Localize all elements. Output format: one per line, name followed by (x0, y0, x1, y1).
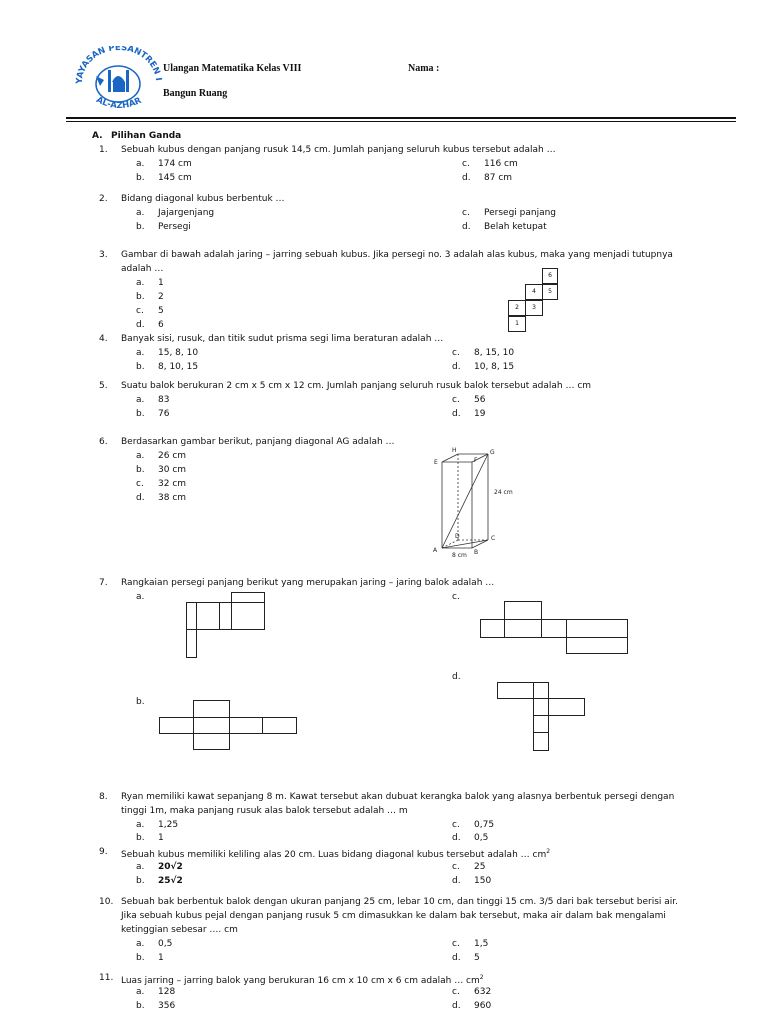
q5-option-b: 76 (158, 409, 170, 419)
header-rule-thin (66, 121, 736, 122)
q5-label-b: b. (136, 409, 145, 419)
q10-text-line3: ketinggian sebesar …. cm (121, 925, 238, 935)
q7-text: Rangkaian persegi panjang berikut yang merupakan jaring – jaring balok adalah … (121, 578, 495, 588)
q1-number: 1. (99, 145, 108, 155)
q8-option-b: 1 (158, 833, 164, 843)
q10-text-line1: Sebuah bak berbentuk balok dengan ukuran panjang 25 cm, lebar 10 cm, dan tinggi 15 cm. 3/5 dari bak tersebut berisi air. (121, 897, 679, 907)
logo-bottom-text: AL-AZHAR (94, 95, 144, 112)
q4-option-c: 8, 15, 10 (474, 348, 515, 358)
logo-arc-text: YAYASAN PESANTREN I (74, 46, 164, 85)
q2-option-c: Persegi panjang (484, 208, 557, 218)
q3-label-c: c. (136, 306, 144, 316)
q9-label-b: b. (136, 876, 145, 886)
q9-label-d: d. (452, 876, 461, 886)
net-square-1: 1 (508, 316, 526, 332)
q3-option-b: 2 (158, 292, 164, 302)
q8-text-line2: tinggi 1m, maka panjang rusuk alas balok tersebut adalah … m (121, 806, 408, 816)
q1-label-c: c. (462, 159, 470, 169)
q8-label-d: d. (452, 833, 461, 843)
q7-number: 7. (99, 578, 108, 588)
q4-label-a: a. (136, 348, 145, 358)
label-H: H (452, 447, 457, 454)
logo-emblem-icon (70, 46, 166, 116)
q4-number: 4. (99, 334, 108, 344)
label-G: G (490, 449, 495, 456)
q9-text (121, 845, 550, 862)
q2-number: 2. (99, 194, 108, 204)
q10-option-c: 1,5 (474, 939, 489, 949)
exam-title: Ulangan Matematika Kelas VIII (163, 63, 302, 74)
net-square-6: 6 (542, 268, 558, 284)
q8-text-line1: Ryan memiliki kawat sepanjang 8 m. Kawat tersebut akan dubuat kerangka balok yang alasnya berbentuk persegi dengan (121, 792, 675, 802)
q4-option-d: 10, 8, 15 (474, 362, 515, 372)
q2-option-a: Jajargenjang (158, 208, 215, 218)
label-E: E (434, 459, 438, 466)
q1-text: Sebuah kubus dengan panjang rusuk 14,5 cm. Jumlah panjang seluruh kubus tersebut adalah … (121, 145, 556, 155)
q3-number: 3. (99, 250, 108, 260)
q11-number: 11. (99, 973, 114, 983)
q10-label-d: d. (452, 953, 461, 963)
q8-option-d: 0,5 (474, 833, 489, 843)
q3-text-line1: Gambar di bawah adalah jaring – jarring sebuah kubus. Jika persegi no. 3 adalah alas kubus, maka yang menjadi tutupnya (121, 250, 673, 260)
q5-number: 5. (99, 381, 108, 391)
q6-option-d: 38 cm (158, 493, 187, 503)
q2-label-a: a. (136, 208, 145, 218)
net-square-4: 4 (525, 284, 543, 300)
q9-unit-exponent: 2 (546, 848, 551, 855)
q8-number: 8. (99, 792, 108, 802)
label-D: D (455, 533, 460, 540)
q10-option-a: 0,5 (158, 939, 173, 949)
q3-option-c: 5 (158, 306, 164, 316)
section-letter: A. (92, 131, 103, 141)
q10-label-b: b. (136, 953, 145, 963)
q9-label-c: c. (452, 862, 460, 872)
q5-option-a: 83 (158, 395, 170, 405)
q3-option-d: 6 (158, 320, 164, 330)
label-F: F (474, 457, 478, 464)
q10-label-c: c. (452, 939, 460, 949)
q2-label-c: c. (462, 208, 470, 218)
q4-label-c: c. (452, 348, 460, 358)
q10-option-d: 5 (474, 953, 480, 963)
q1-label-b: b. (136, 173, 145, 183)
q4-text: Banyak sisi, rusuk, dan titik sudut prisma segi lima beraturan adalah … (121, 334, 444, 344)
q6-label-d: d. (136, 493, 145, 503)
q6-option-b: 30 cm (158, 465, 187, 475)
q3-text-line2: adalah … (121, 264, 164, 274)
q1-option-b: 145 cm (158, 173, 192, 183)
q7-label-c: c. (452, 592, 460, 602)
q11-option-b: 356 (158, 1001, 176, 1011)
q11-label-b: b. (136, 1001, 145, 1011)
q11-label-a: a. (136, 987, 145, 997)
q1-option-c: 116 cm (484, 159, 518, 169)
q9-option-a: 20√2 (158, 862, 183, 872)
q9-label-a: a. (136, 862, 145, 872)
net-square-3: 3 (525, 300, 543, 316)
q10-option-b: 1 (158, 953, 164, 963)
q4-option-a: 15, 8, 10 (158, 348, 199, 358)
exam-subtitle: Bangun Ruang (163, 88, 228, 99)
net-square-5: 5 (542, 284, 558, 300)
q11-option-a: 128 (158, 987, 176, 997)
q6-number: 6. (99, 437, 108, 447)
q7-label-b: b. (136, 697, 145, 707)
q3-option-a: 1 (158, 278, 164, 288)
q9-option-b: 25√2 (158, 876, 183, 886)
q11-option-c: 632 (474, 987, 492, 997)
q10-text-line2: Jika sebuah kubus pejal dengan panjang rusuk 5 cm dimasukkan ke dalam bak tersebut, maka air dalam bak mengalami (121, 911, 666, 921)
school-logo (70, 46, 166, 116)
label-height: 24 cm (494, 489, 513, 496)
q3-label-b: b. (136, 292, 145, 302)
name-label: Nama : (408, 63, 440, 74)
q7-net-b (159, 700, 297, 750)
label-C: C (491, 535, 496, 542)
q9-option-c: 25 (474, 862, 486, 872)
q5-text: Suatu balok berukuran 2 cm x 5 cm x 12 cm. Jumlah panjang seluruh rusuk balok tersebut adalah … cm (121, 381, 592, 391)
q11-text (121, 971, 484, 988)
q2-option-b: Persegi (158, 222, 191, 232)
q10-label-a: a. (136, 939, 145, 949)
q4-option-b: 8, 10, 15 (158, 362, 199, 372)
q8-option-c: 0,75 (474, 820, 495, 830)
q5-option-c: 56 (474, 395, 486, 405)
net-square-2: 2 (508, 300, 526, 316)
label-B: B (474, 549, 479, 556)
svg-text:AL-AZHAR (94, 95, 143, 111)
q7-net-d (497, 682, 585, 751)
q11-label-d: d. (452, 1001, 461, 1011)
q2-option-d: Belah ketupat (484, 222, 547, 232)
q3-label-a: a. (136, 278, 145, 288)
q3-label-d: d. (136, 320, 145, 330)
q6-text: Berdasarkan gambar berikut, panjang diagonal AG adalah … (121, 437, 395, 447)
q3-cube-net (508, 268, 558, 332)
q11-text-main: Luas jarring – jarring balok yang berukuran 16 cm x 10 cm x 6 cm adalah … cm (121, 976, 480, 986)
header-rule-thick (66, 117, 736, 119)
q6-option-c: 32 cm (158, 479, 187, 489)
section-title: Pilihan Ganda (111, 131, 182, 141)
q5-label-a: a. (136, 395, 145, 405)
q5-label-d: d. (452, 409, 461, 419)
q6-label-b: b. (136, 465, 145, 475)
q1-label-a: a. (136, 159, 145, 169)
label-base: 8 cm (452, 552, 467, 559)
q1-option-d: 87 cm (484, 173, 513, 183)
q8-label-a: a. (136, 820, 145, 830)
q11-option-d: 960 (474, 1001, 492, 1011)
q9-number: 9. (99, 847, 108, 857)
q4-label-d: d. (452, 362, 461, 372)
q2-text: Bidang diagonal kubus berbentuk … (121, 194, 285, 204)
q5-option-d: 19 (474, 409, 486, 419)
q10-number: 10. (99, 897, 114, 907)
q7-net-c (480, 601, 628, 654)
q6-label-a: a. (136, 451, 145, 461)
q6-label-c: c. (136, 479, 144, 489)
q5-label-c: c. (452, 395, 460, 405)
q7-label-d: d. (452, 672, 461, 682)
q8-label-c: c. (452, 820, 460, 830)
q4-label-b: b. (136, 362, 145, 372)
q9-text-main: Sebuah kubus memiliki keliling alas 20 cm. Luas bidang diagonal kubus tersebut adalah … cm (121, 850, 547, 860)
q9-option-d: 150 (474, 876, 492, 886)
q2-label-d: d. (462, 222, 471, 232)
q11-unit-exponent: 2 (479, 974, 484, 981)
q8-option-a: 1,25 (158, 820, 179, 830)
q1-option-a: 174 cm (158, 159, 192, 169)
label-A: A (433, 547, 438, 554)
q6-option-a: 26 cm (158, 451, 187, 461)
q1-label-d: d. (462, 173, 471, 183)
q6-prism-figure (428, 444, 524, 560)
q7-label-a: a. (136, 592, 145, 602)
q7-net-a (186, 592, 266, 658)
q2-label-b: b. (136, 222, 145, 232)
q11-label-c: c. (452, 987, 460, 997)
q8-label-b: b. (136, 833, 145, 843)
